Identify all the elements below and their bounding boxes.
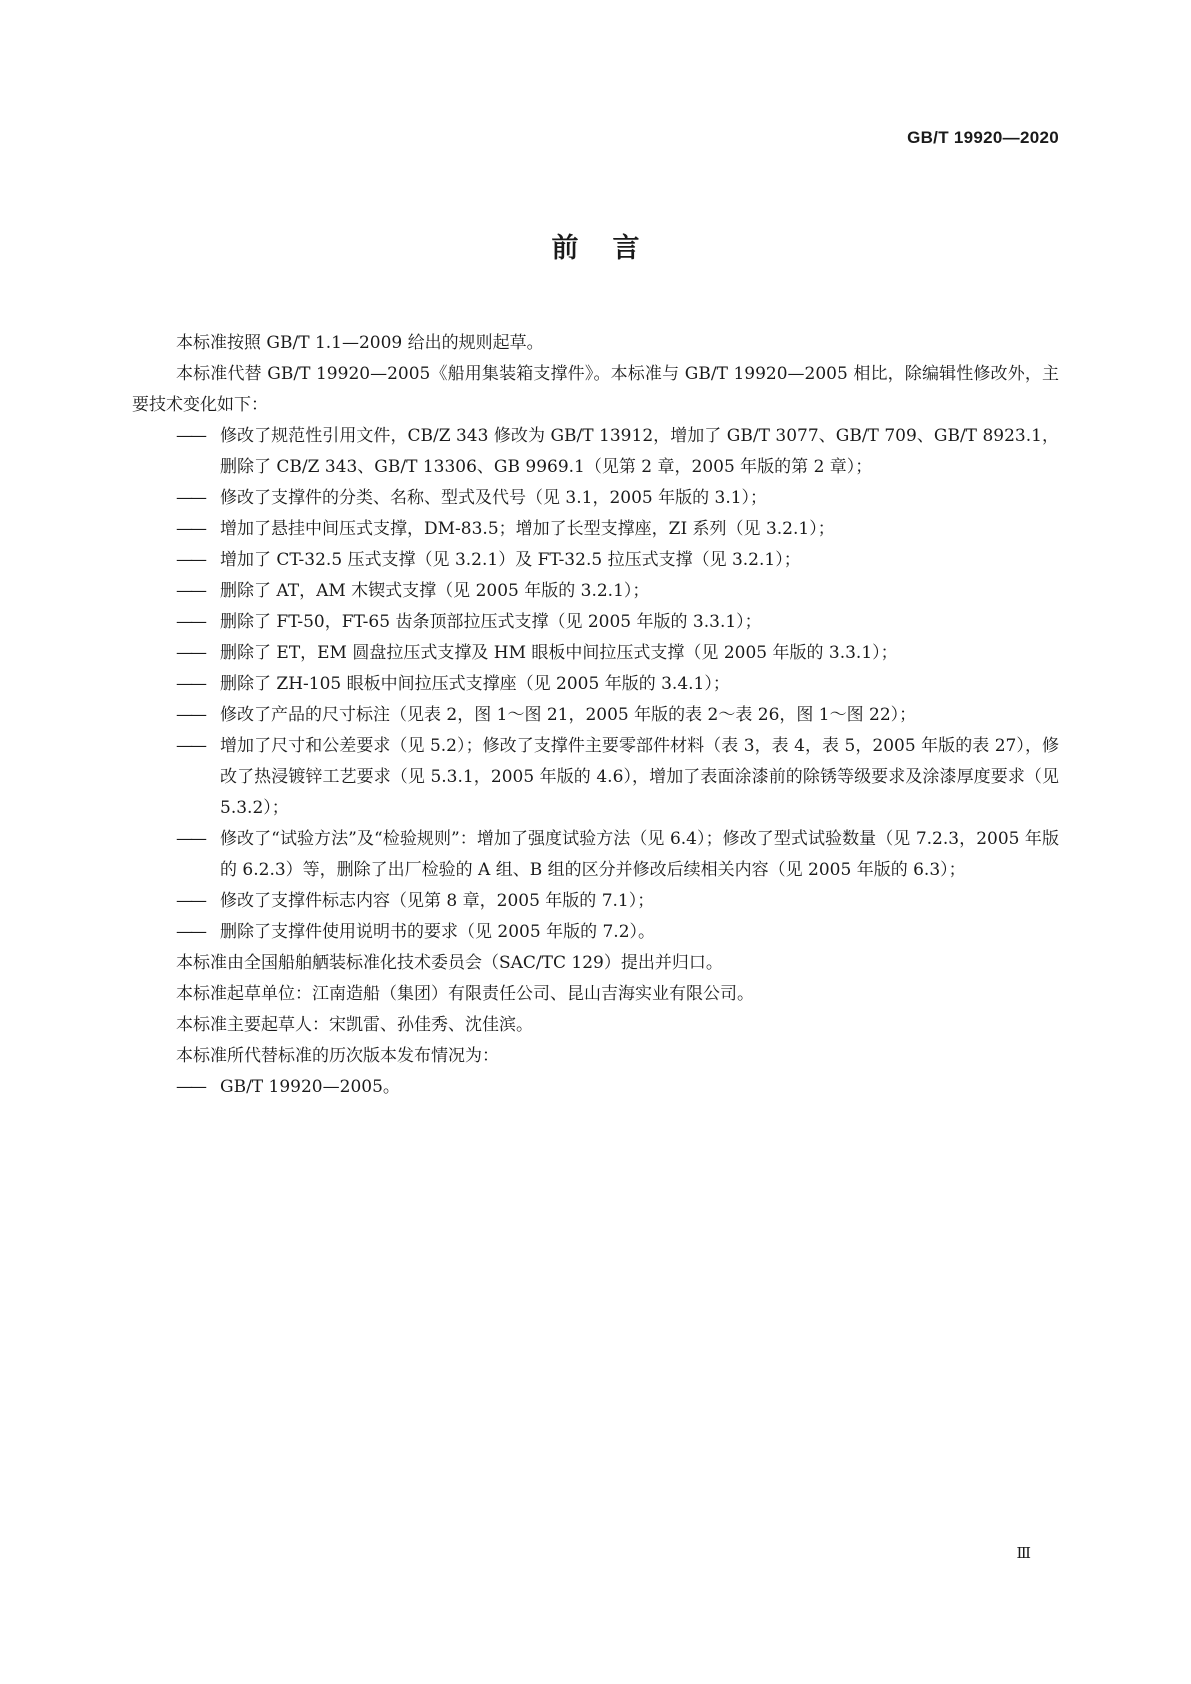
footer-paragraph: 本标准由全国船舶舾装标准化技术委员会（SAC/TC 129）提出并归口。 bbox=[176, 953, 723, 973]
foreword-body bbox=[132, 328, 1059, 1103]
change-item-text: 增加了悬挂中间压式支撑，DM-83.5；增加了长型支撑座，ZI 系列（见 3.2.1）； bbox=[220, 519, 835, 539]
change-item bbox=[132, 731, 1059, 824]
page-title: 前言 bbox=[551, 233, 674, 264]
change-item-text: 修改了支撑件标志内容（见第 8 章，2005 年版的 7.1）； bbox=[220, 891, 655, 911]
change-item-text: 删除了 AT，AM 木锲式支撑（见 2005 年版的 3.2.1）； bbox=[220, 581, 650, 601]
dash-marker: —— bbox=[176, 643, 204, 663]
change-item-text: 修改了支撑件的分类、名称、型式及代号（见 3.1，2005 年版的 3.1）； bbox=[220, 488, 768, 508]
change-item-text: 删除了 ET，EM 圆盘拉压式支撑及 HM 眼板中间拉压式支撑（见 2005 年版的 3.3.1）； bbox=[220, 643, 898, 663]
footer-paragraph: 本标准主要起草人：宋凯雷、孙佳秀、沈佳滨。 bbox=[176, 1015, 533, 1035]
change-item bbox=[132, 545, 1059, 576]
dash-marker: —— bbox=[176, 736, 204, 756]
dash-marker: —— bbox=[176, 674, 204, 694]
dash-marker: —— bbox=[176, 922, 204, 942]
change-item bbox=[132, 576, 1059, 607]
intro-paragraph: 本标准代替 GB/T 19920—2005《船用集装箱支撑件》。本标准与 GB/T 19920—2005 相比，除编辑性修改外，主要技术变化如下： bbox=[132, 364, 1059, 415]
history-item bbox=[132, 1072, 1059, 1103]
change-item-text: 增加了尺寸和公差要求（见 5.2）；修改了支撑件主要零部件材料（表 3，表 4，表 5，2005 年版的表 27），修改了热浸镀锌工艺要求（见 5.3.1，2005 年版的 4.6），增加了表面涂漆前的除锈等级要求及涂漆厚度要求（见 5.3.2）； bbox=[220, 736, 1059, 818]
dash-marker: —— bbox=[176, 519, 204, 539]
change-item bbox=[132, 607, 1059, 638]
change-item-text: 修改了规范性引用文件，CB/Z 343 修改为 GB/T 13912，增加了 GB/T 3077、GB/T 709、GB/T 8923.1，删除了 CB/Z 343、GB/T 13306、GB 9969.1（见第 2 章，2005 年版的第 2 章）； bbox=[220, 426, 1059, 477]
dash-marker: —— bbox=[176, 891, 204, 911]
history-item-text: GB/T 19920—2005。 bbox=[220, 1077, 400, 1097]
change-item-text: 删除了支撑件使用说明书的要求（见 2005 年版的 7.2）。 bbox=[220, 922, 656, 942]
change-item bbox=[132, 483, 1059, 514]
change-item-text: 修改了“试验方法”及“检验规则”：增加了强度试验方法（见 6.4）；修改了型式试验数量（见 7.2.3，2005 年版的 6.2.3）等，删除了出厂检验的 A 组、B 组的区分并修改后续相关内容（见 2005 年版的 6.3）； bbox=[220, 829, 1059, 880]
change-item-text: 删除了 FT-50，FT-65 齿条顶部拉压式支撑（见 2005 年版的 3.3.1）； bbox=[220, 612, 762, 632]
footer-paragraph: 本标准起草单位：江南造船（集团）有限责任公司、昆山吉海实业有限公司。 bbox=[176, 984, 754, 1004]
change-item bbox=[132, 669, 1059, 700]
change-item bbox=[132, 421, 1059, 483]
dash-marker: —— bbox=[176, 612, 204, 632]
standard-code: GB/T 19920—2020 bbox=[907, 128, 1059, 147]
change-item-text: 修改了产品的尺寸标注（见表 2，图 1～图 21，2005 年版的表 2～表 26，图 1～图 22）； bbox=[220, 705, 917, 725]
change-item bbox=[132, 886, 1059, 917]
change-item bbox=[132, 638, 1059, 669]
page-number: Ⅲ bbox=[1016, 1544, 1031, 1562]
footer-paragraph: 本标准所代替标准的历次版本发布情况为： bbox=[176, 1046, 499, 1066]
change-item-text: 删除了 ZH-105 眼板中间拉压式支撑座（见 2005 年版的 3.4.1）； bbox=[220, 674, 730, 694]
dash-marker: —— bbox=[176, 581, 204, 601]
change-item bbox=[132, 700, 1059, 731]
dash-marker: —— bbox=[176, 488, 204, 508]
dash-marker: —— bbox=[176, 426, 204, 446]
dash-marker: —— bbox=[176, 705, 204, 725]
change-item-text: 增加了 CT-32.5 压式支撑（见 3.2.1）及 FT-32.5 拉压式支撑（见 3.2.1）； bbox=[220, 550, 801, 570]
intro-paragraph: 本标准按照 GB/T 1.1—2009 给出的规则起草。 bbox=[176, 333, 544, 353]
change-item bbox=[132, 514, 1059, 545]
dash-marker: —— bbox=[176, 550, 204, 570]
dash-marker: —— bbox=[176, 1077, 204, 1097]
dash-marker: —— bbox=[176, 829, 204, 849]
change-item bbox=[132, 917, 1059, 948]
change-item bbox=[132, 824, 1059, 886]
